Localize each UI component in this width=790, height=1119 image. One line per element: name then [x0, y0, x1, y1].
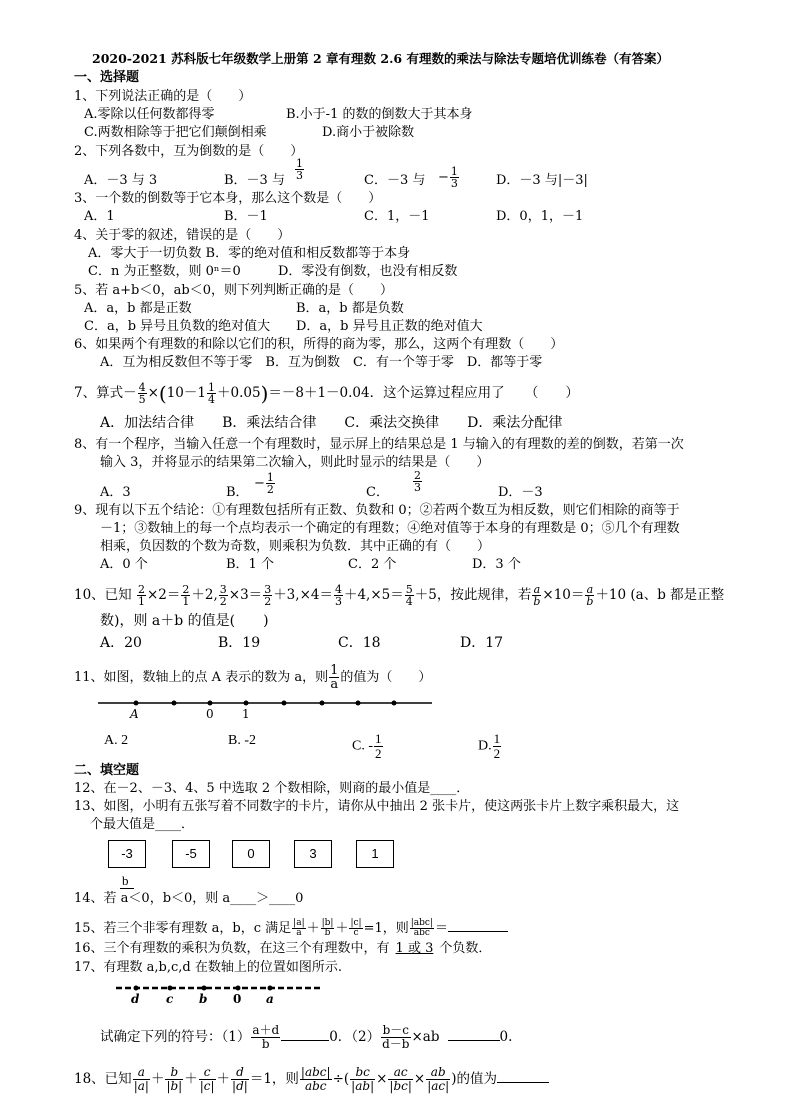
- q7-stem: 7、算式－ $\frac{4}{5}$ ×(10－1 $\frac{1}{4}$ ＋0.05)＝－8＋1－0.04．这个运算过程应用了 （ ）: [74, 381, 579, 406]
- q11-zero-label: 0: [206, 707, 214, 721]
- q3-option-b: B．－1: [224, 209, 268, 224]
- section-choice-heading: 一、选择题: [74, 70, 140, 85]
- q17-question: 试确定下列的符号：（1） $\frac{a+d}{b}$ 0．（2） $\frac{b-c}{d-b}$ ×ab 0.: [100, 1023, 513, 1051]
- q4-option-d: D．零没有倒数，也没有相反数: [278, 264, 458, 279]
- page-title: 2020-2021 苏科版七年级数学上册第 2 章有理数 2.6 有理数的乘法与除法专题培优训练卷（有答案）: [92, 51, 669, 66]
- q2-option-a: A．－3 与 3: [84, 173, 158, 188]
- q4-option-c: C．n 为正整数，则 0ⁿ＝0: [88, 264, 241, 279]
- q11-point-a-label: A: [130, 707, 139, 721]
- q13-stem-line1: 13、如图，小明有五张写着不同数字的卡片，请你从中抽出 2 张卡片，使这两张卡片上数字乘积最大，这: [74, 799, 680, 814]
- q1-option-a: A.零除以任何数都得零: [84, 107, 215, 122]
- q13-card-3: 0: [232, 840, 270, 868]
- q18-answer-blank: [497, 1069, 549, 1083]
- q11-option-d: D. $\frac{1}{2}$: [478, 731, 501, 761]
- q11-one-label: 1: [242, 707, 250, 721]
- q9-stem-line1: 9、现有以下五个结论：①有理数包括所有正数、负数和 0；②若两个数互为相反数，则它们相除的商等于: [74, 503, 680, 518]
- q10-stem: 10、已知 $\frac{2}{1}$ ×2＝ $\frac{2}{1}$ ＋2, $\frac{3}{2}$ ×3＝ $\frac{3}{2}$ ＋3,×4＝ $\frac{4}{3}$ ＋4,×5＝ $\frac{5}{4}$ ＋5，按此规律，若 $\frac{a}{b}$ ×10＝ $\frac{a}{b}$ ＋10 (a、b 都是正整: [74, 583, 725, 608]
- q13-stem-line2: 个最大值是____．: [90, 817, 195, 832]
- q11-option-b: B. -2: [228, 733, 256, 748]
- q10-option-a: A．20: [100, 635, 142, 651]
- q4-options-ab: A．零大于一切负数 B．零的绝对值和相反数都等于本身: [88, 246, 411, 261]
- q14-fraction-bar: [120, 888, 134, 889]
- q14-fraction-top: b: [122, 873, 129, 888]
- q5-option-c: C．a，b 异号且负数的绝对值大: [84, 319, 271, 334]
- q16-answer: 1 或 3: [395, 941, 434, 956]
- q17-label-0: 0: [233, 992, 242, 1006]
- q8-stem-line1: 8、有一个程序，当输入任意一个有理数时，显示屏上的结果总是 1 与输入的有理数的差的倒数，若第一次: [74, 437, 684, 452]
- q8-option-a: A．3: [100, 485, 131, 500]
- q9-option-d: D．3 个: [472, 557, 521, 572]
- q9-stem-line3: 相乘，负因数的个数为奇数，则乘积为负数．其中正确的有（ ）: [100, 539, 491, 554]
- q17-label-b: b: [199, 992, 208, 1006]
- q17-label-d: d: [131, 992, 140, 1006]
- q11-number-line: [96, 696, 436, 722]
- q11-option-a: A. 2: [104, 733, 129, 748]
- q3-option-c: C．1，－1: [364, 209, 430, 224]
- q13-card-1: -3: [108, 840, 146, 868]
- q2-stem: 2、下列各数中，互为倒数的是（ ）: [74, 144, 304, 159]
- q10-option-b: B．19: [218, 635, 261, 651]
- q7-fraction-4-5: $\frac{4}{5}$: [138, 381, 146, 406]
- q2-option-d: D．－3 与|－3|: [496, 173, 588, 188]
- q5-option-d: D．a，b 异号且正数的绝对值大: [296, 319, 483, 334]
- q3-option-a: A．1: [84, 209, 115, 224]
- q17-number-line: [114, 982, 324, 1006]
- q16-stem: 16、三个有理数的乘积为负数，在这三个有理数中，有 1 或 3 个负数．: [74, 941, 492, 956]
- q6-options: A．互为相反数但不等于零 B．互为倒数 C．有一个等于零 D．都等于零: [100, 355, 543, 370]
- q1-option-b: B.小于-1 的数的倒数大于其本身: [286, 107, 473, 122]
- q7-fraction-1-4: $\frac{1}{4}$: [208, 381, 215, 406]
- q9-option-a: A．0 个: [100, 557, 148, 572]
- q13-card-5: 1: [356, 840, 394, 868]
- q9-option-c: C．2 个: [348, 557, 397, 572]
- q2-option-c: C．－3 与: [364, 173, 426, 188]
- q1-option-d: D.商小于被除数: [322, 125, 415, 140]
- q5-stem: 5、若 a+b＜0，ab＜0，则下列判断正确的是（ ）: [74, 283, 393, 298]
- q13-card-2: -5: [172, 840, 210, 868]
- q8-stem-line2: 输入 3，并将显示的结果第二次输入，则此时显示的结果是（ ）: [100, 455, 490, 470]
- q7-options: A．加法结合律 B．乘法结合律 C．乘法交换律 D．乘法分配律: [100, 415, 563, 431]
- q17-label-a: a: [266, 992, 274, 1006]
- q1-stem: 1、下列说法正确的是（ ）: [74, 89, 252, 104]
- q9-option-b: B．1 个: [226, 557, 274, 572]
- q8-option-b-fraction: − $\frac{1}{2}$: [254, 471, 274, 496]
- q10-option-d: D．17: [460, 635, 504, 651]
- q5-option-b: B．a，b 都是负数: [296, 301, 404, 316]
- q3-option-d: D．0，1，－1: [496, 209, 584, 224]
- q9-stem-line2: －1；③数轴上的每一个点均表示一个确定的有理数；④绝对值等于本身的有理数是 0；⑤几个有理数: [100, 521, 680, 536]
- q15-answer-blank: [448, 918, 508, 932]
- q17-stem: 17、有理数 a,b,c,d 在数轴上的位置如图所示.: [74, 960, 343, 975]
- q17-label-c: c: [166, 992, 174, 1006]
- section-fill-heading: 二、填空题: [74, 763, 140, 778]
- q5-option-a: A．a，b 都是正数: [84, 301, 192, 316]
- q2-option-c-fraction: − $\frac{1}{3}$: [438, 165, 458, 190]
- q10-option-c: C．18: [338, 635, 381, 651]
- q18-stem: 18、已知 $\frac{a}{|a|}$ ＋ $\frac{b}{|b|}$ ＋ $\frac{c}{|c|}$ ＋ $\frac{d}{|d|}$ ＝1，则 $\frac{\text{|abc|}}{\text{abc}}$ ÷( $\frac{bc}{|ab|}$ × $\frac{ac}{|bc|}$ × $\frac{ab}{|ac|}$ )的值为: [74, 1066, 549, 1093]
- q10-stem-line2: 数)，则 a＋b 的值是( ): [100, 613, 269, 629]
- q15-stem: 15、若三个非零有理数 a，b，c 满足 $\frac{|a|}{a}$ ＋ $\frac{|b|}{b}$ ＋ $\frac{|c|}{c}$ =1，则 $\frac{\text{|abc|}}{\text{abc}}$ ＝: [74, 918, 508, 938]
- q1-option-c: C.两数相除等于把它们颠倒相乘: [84, 125, 267, 140]
- q2-option-b: B．－3 与: [224, 173, 285, 188]
- q11-stem: 11、如图，数轴上的点 A 表示的数为 a，则 $\frac{1}{a}$ 的值为（ ）: [74, 663, 432, 692]
- q11-option-c: C. - $\frac{1}{2}$: [352, 731, 382, 761]
- q2-option-b-fraction: $\frac{1}{3}$: [296, 157, 303, 182]
- q17-blank-1: [281, 1027, 329, 1041]
- q6-stem: 6、如果两个有理数的和除以它们的积，所得的商为零，那么，这两个有理数（ ）: [74, 337, 564, 352]
- q8-option-b: B．: [226, 485, 249, 500]
- q8-option-d: D．－3: [498, 485, 543, 500]
- q17-blank-2: [448, 1027, 500, 1041]
- q14-stem: 14、若 a＜0，b＜0，则 a____＞____0: [74, 891, 304, 906]
- q8-option-c: C．: [366, 485, 389, 500]
- q13-card-4: 3: [294, 840, 332, 868]
- q8-option-c-fraction: $\frac{2}{3}$: [414, 469, 421, 494]
- q4-stem: 4、关于零的叙述，错误的是（ ）: [74, 228, 291, 243]
- q12-stem: 12、在－2、－3、4、5 中选取 2 个数相除，则商的最小值是____．: [74, 781, 470, 796]
- q3-stem: 3、一个数的倒数等于它本身，那么这个数是（ ）: [74, 191, 382, 206]
